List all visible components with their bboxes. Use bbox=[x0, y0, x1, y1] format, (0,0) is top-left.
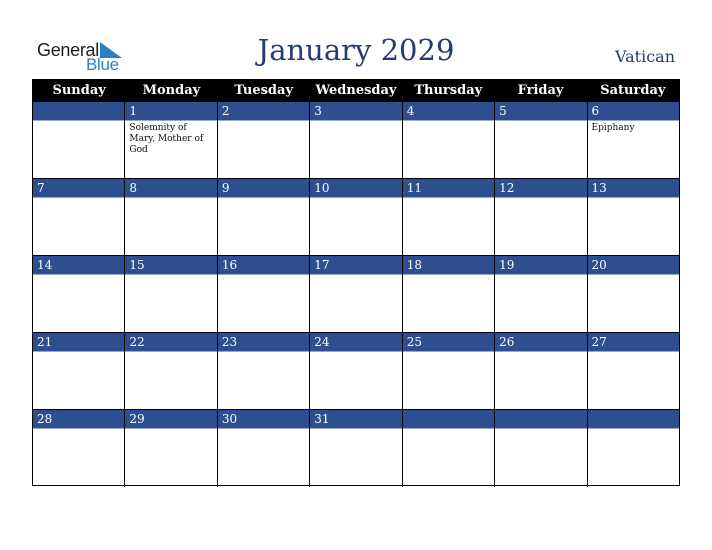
day-cell bbox=[495, 179, 587, 256]
day-number: 7 bbox=[33, 179, 124, 198]
day-cell bbox=[33, 333, 125, 410]
day-number bbox=[403, 410, 494, 429]
day-number: 12 bbox=[495, 179, 586, 198]
country-label: Vatican bbox=[615, 47, 675, 66]
day-number: 31 bbox=[310, 410, 401, 429]
day-cell bbox=[125, 256, 217, 333]
day-cell bbox=[33, 102, 125, 179]
day-cell bbox=[588, 256, 679, 333]
weekday-header: Monday bbox=[142, 83, 201, 98]
day-cell bbox=[218, 333, 310, 410]
day-event bbox=[495, 352, 586, 410]
week-row bbox=[33, 179, 679, 256]
day-event bbox=[310, 352, 401, 410]
week-row bbox=[33, 333, 679, 410]
day-number: 26 bbox=[495, 333, 586, 352]
day-cell bbox=[403, 102, 495, 179]
day-event bbox=[125, 352, 216, 410]
day-event bbox=[403, 121, 494, 179]
day-number: 9 bbox=[218, 179, 309, 198]
weekday-header-row bbox=[33, 80, 679, 102]
day-event bbox=[310, 198, 401, 256]
day-event bbox=[310, 275, 401, 333]
day-number: 2 bbox=[218, 102, 309, 121]
day-event bbox=[588, 429, 679, 487]
day-cell bbox=[495, 102, 587, 179]
day-cell bbox=[218, 256, 310, 333]
week-row bbox=[33, 102, 679, 179]
day-event bbox=[218, 429, 309, 487]
day-number: 28 bbox=[33, 410, 124, 429]
day-event bbox=[495, 275, 586, 333]
day-number: 25 bbox=[403, 333, 494, 352]
day-event bbox=[33, 198, 124, 256]
day-cell bbox=[218, 410, 310, 487]
day-cell bbox=[495, 333, 587, 410]
day-number: 20 bbox=[588, 256, 679, 275]
day-number: 16 bbox=[218, 256, 309, 275]
weekday-header: Friday bbox=[517, 83, 564, 98]
day-number: 29 bbox=[125, 410, 216, 429]
day-cell bbox=[403, 333, 495, 410]
day-number: 21 bbox=[33, 333, 124, 352]
day-cell bbox=[125, 410, 217, 487]
day-cell bbox=[33, 410, 125, 487]
weekday-header: Wednesday bbox=[315, 83, 397, 98]
day-cell bbox=[310, 410, 402, 487]
day-event: Solemnity of Mary, Mother of God bbox=[125, 121, 216, 179]
week-row bbox=[33, 410, 679, 487]
day-event bbox=[403, 352, 494, 410]
day-event bbox=[33, 352, 124, 410]
day-number: 24 bbox=[310, 333, 401, 352]
day-number: 10 bbox=[310, 179, 401, 198]
day-cell bbox=[33, 179, 125, 256]
page-title: January 2029 bbox=[257, 33, 455, 67]
day-number: 6 bbox=[588, 102, 679, 121]
day-event bbox=[33, 275, 124, 333]
logo-word-general: General bbox=[37, 40, 99, 60]
calendar-weeks bbox=[33, 102, 679, 487]
day-event bbox=[588, 198, 679, 256]
day-event bbox=[403, 429, 494, 487]
day-number: 14 bbox=[33, 256, 124, 275]
weekday-header: Saturday bbox=[600, 83, 666, 98]
day-number: 17 bbox=[310, 256, 401, 275]
day-cell bbox=[495, 256, 587, 333]
day-number: 8 bbox=[125, 179, 216, 198]
day-cell bbox=[310, 256, 402, 333]
day-number: 23 bbox=[218, 333, 309, 352]
day-number bbox=[588, 410, 679, 429]
day-number: 22 bbox=[125, 333, 216, 352]
day-event bbox=[495, 198, 586, 256]
day-event bbox=[495, 121, 586, 179]
day-number bbox=[495, 410, 586, 429]
day-number: 30 bbox=[218, 410, 309, 429]
month-calendar bbox=[32, 79, 680, 486]
day-cell bbox=[218, 179, 310, 256]
day-number: 5 bbox=[495, 102, 586, 121]
week-row bbox=[33, 256, 679, 333]
day-cell bbox=[588, 333, 679, 410]
logo-word-blue: Blue bbox=[86, 55, 119, 74]
day-event bbox=[218, 121, 309, 179]
day-number: 15 bbox=[125, 256, 216, 275]
day-event bbox=[403, 275, 494, 333]
day-cell bbox=[588, 179, 679, 256]
day-event bbox=[495, 429, 586, 487]
day-cell bbox=[33, 256, 125, 333]
day-number: 11 bbox=[403, 179, 494, 198]
day-cell bbox=[403, 256, 495, 333]
day-cell bbox=[310, 102, 402, 179]
day-number: 18 bbox=[403, 256, 494, 275]
day-event bbox=[125, 429, 216, 487]
day-event bbox=[403, 198, 494, 256]
day-cell bbox=[310, 179, 402, 256]
day-cell bbox=[310, 333, 402, 410]
day-number: 4 bbox=[403, 102, 494, 121]
day-cell bbox=[403, 179, 495, 256]
day-number: 27 bbox=[588, 333, 679, 352]
day-event bbox=[588, 275, 679, 333]
weekday-header: Sunday bbox=[52, 83, 106, 98]
day-cell bbox=[125, 179, 217, 256]
day-event bbox=[218, 275, 309, 333]
day-event bbox=[33, 429, 124, 487]
day-cell bbox=[588, 102, 679, 179]
day-event bbox=[125, 198, 216, 256]
day-event: Epiphany bbox=[588, 121, 679, 179]
day-event bbox=[125, 275, 216, 333]
day-cell bbox=[125, 102, 217, 179]
day-event bbox=[588, 352, 679, 410]
day-number: 1 bbox=[125, 102, 216, 121]
day-event bbox=[33, 121, 124, 179]
day-event bbox=[310, 429, 401, 487]
day-cell bbox=[218, 102, 310, 179]
day-number: 13 bbox=[588, 179, 679, 198]
weekday-header: Tuesday bbox=[234, 83, 293, 98]
day-cell bbox=[125, 333, 217, 410]
day-event bbox=[218, 198, 309, 256]
weekday-header: Thursday bbox=[414, 83, 483, 98]
day-number: 3 bbox=[310, 102, 401, 121]
day-event bbox=[218, 352, 309, 410]
day-cell bbox=[588, 410, 679, 487]
day-cell bbox=[495, 410, 587, 487]
day-number bbox=[33, 102, 124, 121]
day-number: 19 bbox=[495, 256, 586, 275]
day-cell bbox=[403, 410, 495, 487]
day-event bbox=[310, 121, 401, 179]
